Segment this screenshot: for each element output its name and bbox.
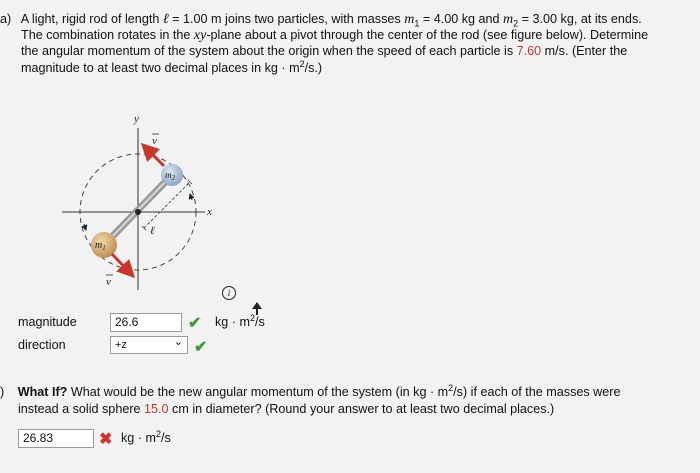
part-b-cross-icon: ✖ <box>99 431 113 448</box>
q-sup: 2 <box>299 58 305 69</box>
mouse-cursor-icon <box>252 302 262 316</box>
velocity-arrow-bottom <box>112 254 133 276</box>
speed-value: 7.60 <box>516 44 542 58</box>
unit-text: /s <box>161 431 171 445</box>
part-b-line-1 <box>0 382 621 400</box>
unit-sup: 2 <box>249 312 255 323</box>
m2-sub: 2 <box>513 18 519 29</box>
q-text: A light, rigid rod of length <box>20 12 163 26</box>
m2-value: = 3.00 kg, at its ends. <box>518 12 642 26</box>
part-a-marker: a) <box>0 12 12 26</box>
y-axis-label: y <box>134 113 139 125</box>
magnitude-unit <box>215 312 265 329</box>
m1-value: = 4.00 kg and <box>419 12 504 26</box>
part-a-line-3 <box>21 44 627 59</box>
part-a-line-2 <box>21 28 648 43</box>
part-a-line-1 <box>0 12 642 27</box>
part-b-answer-input[interactable]: 26.83 <box>18 429 94 448</box>
rotation-arrow-right <box>190 194 192 200</box>
ell-label: ℓ <box>150 225 155 237</box>
v-bottom-label: v <box>106 276 111 288</box>
info-icon[interactable]: i <box>222 286 236 300</box>
m2-label: $m_2$ <box>165 170 175 182</box>
q-text: the angular momentum of the system about the origin when the speed of each particle is <box>21 44 517 58</box>
part-b-line-2 <box>18 402 554 417</box>
m1-label: $m_1$ <box>95 240 106 252</box>
q-sup: 2 <box>448 382 454 393</box>
part-b-marker: ) <box>0 385 5 399</box>
q-text: magnitude to at least two decimal places in kg · m <box>21 61 300 75</box>
ell-symbol: ℓ <box>162 12 169 27</box>
q-text: What would be the new angular momentum of the system (in kg · m <box>67 385 449 399</box>
q-text: The combination rotates in the <box>21 28 194 42</box>
chevron-down-icon: ⌄ <box>173 336 183 348</box>
ell-dimension <box>144 182 190 228</box>
magnitude-check-icon: ✔ <box>188 315 202 332</box>
rod-figure <box>40 110 240 295</box>
unit-text: kg · m <box>215 315 250 329</box>
m1-symbol: m <box>404 12 415 27</box>
v-top-label: v <box>152 135 157 147</box>
rotation-arrow-left <box>84 224 86 230</box>
x-axis-label: x <box>207 206 212 218</box>
part-b-unit <box>121 428 171 445</box>
direction-select[interactable] <box>110 336 188 354</box>
q-text: = 1.00 m joins two particles, with masses <box>168 12 405 26</box>
part-a-line-4 <box>21 58 323 76</box>
unit-text: /s <box>255 315 265 329</box>
direction-check-icon: ✔ <box>194 339 208 356</box>
magnitude-input[interactable]: 26.6 <box>110 313 182 332</box>
m2-symbol: m <box>503 12 514 27</box>
q-text: /s) if each of the masses were <box>453 385 621 399</box>
unit-sup: 2 <box>155 428 161 439</box>
xy-plane: xy <box>193 28 207 43</box>
m1-sub: 1 <box>414 18 420 29</box>
diameter-value: 15.0 <box>144 402 169 416</box>
q-text: cm in diameter? (Round your answer to at least two decimal places.) <box>168 402 555 416</box>
q-text: instead a solid sphere <box>18 402 145 416</box>
direction-value: +z <box>115 339 127 351</box>
pivot <box>135 209 141 215</box>
velocity-arrow-top <box>143 145 164 166</box>
direction-label: direction <box>18 338 66 352</box>
q-text: -plane about a pivot through the center of the rod (see figure below). Determine <box>206 28 649 42</box>
magnitude-label: magnitude <box>18 315 77 329</box>
what-if-label: What If? <box>17 385 68 399</box>
q-text: /s.) <box>304 61 323 75</box>
q-text: m/s. (Enter the <box>541 44 628 58</box>
unit-text: kg · m <box>121 431 156 445</box>
